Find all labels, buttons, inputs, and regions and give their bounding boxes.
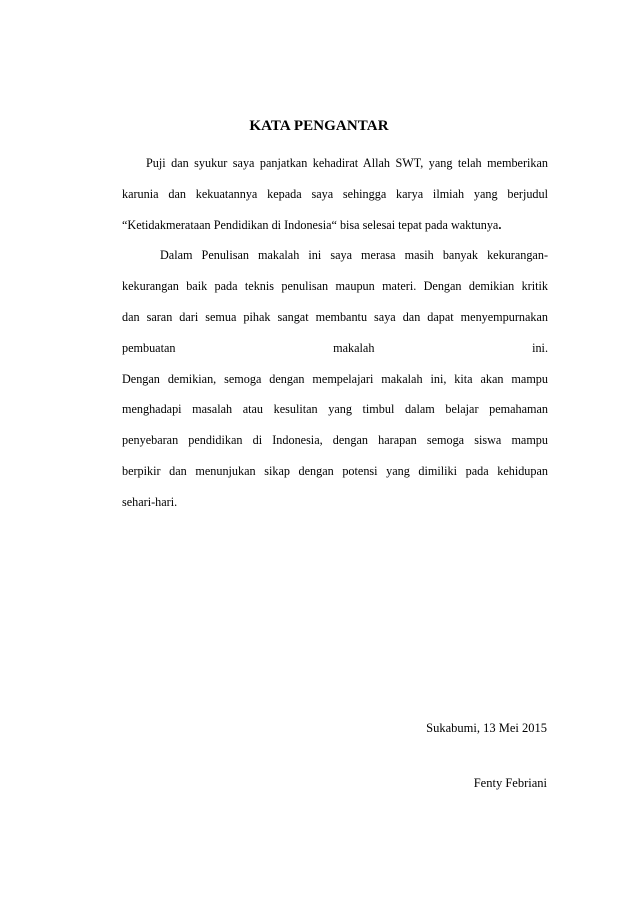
place-and-date: Sukabumi, 13 Mei 2015: [426, 721, 547, 735]
paragraph-line: karunia dan kekuatannya kepada saya sehingga karya ilmiah yang berjudul: [122, 186, 548, 201]
paragraph-line: berpikir dan menunjukan sikap dengan potensi yang dimiliki pada kehidupan: [122, 463, 548, 478]
paragraph-line: kekurangan baik pada teknis penulisan maupun materi. Dengan demikian kritik: [122, 279, 548, 294]
paragraph-line: dan saran dari semua pihak sangat membantu saya dan dapat menyempurnakan: [122, 309, 548, 324]
paragraph-line: [122, 210, 548, 241]
paragraph-line: menghadapi masalah atau kesulitan yang timbul dalam belajar pemahaman: [122, 402, 548, 417]
preface-body: [122, 148, 548, 518]
paragraph-line: sehari-hari.: [122, 494, 178, 509]
paragraph-line-text: “Ketidakmerataan Pendidikan di Indonesia“ bisa selesai tepat pada waktunya: [122, 217, 499, 232]
paragraph-line: Puji dan syukur saya panjatkan kehadirat Allah SWT, yang telah memberikan: [146, 156, 548, 170]
paragraph-line: Dengan demikian, semoga dengan mempelajari makalah ini, kita akan mampu: [122, 371, 548, 386]
sentence-period: .: [498, 217, 502, 232]
paragraph-line: Dalam Penulisan makalah ini saya merasa masih banyak kekurangan-: [160, 248, 548, 263]
signer-name: Fenty Febriani: [473, 776, 547, 790]
paragraph-line: penyebaran pendidikan di Indonesia, dengan harapan semoga siswa mampu: [122, 433, 548, 448]
paragraph-line: pembuatan makalah ini.: [122, 340, 548, 355]
page-title: KATA PENGANTAR: [249, 118, 389, 134]
